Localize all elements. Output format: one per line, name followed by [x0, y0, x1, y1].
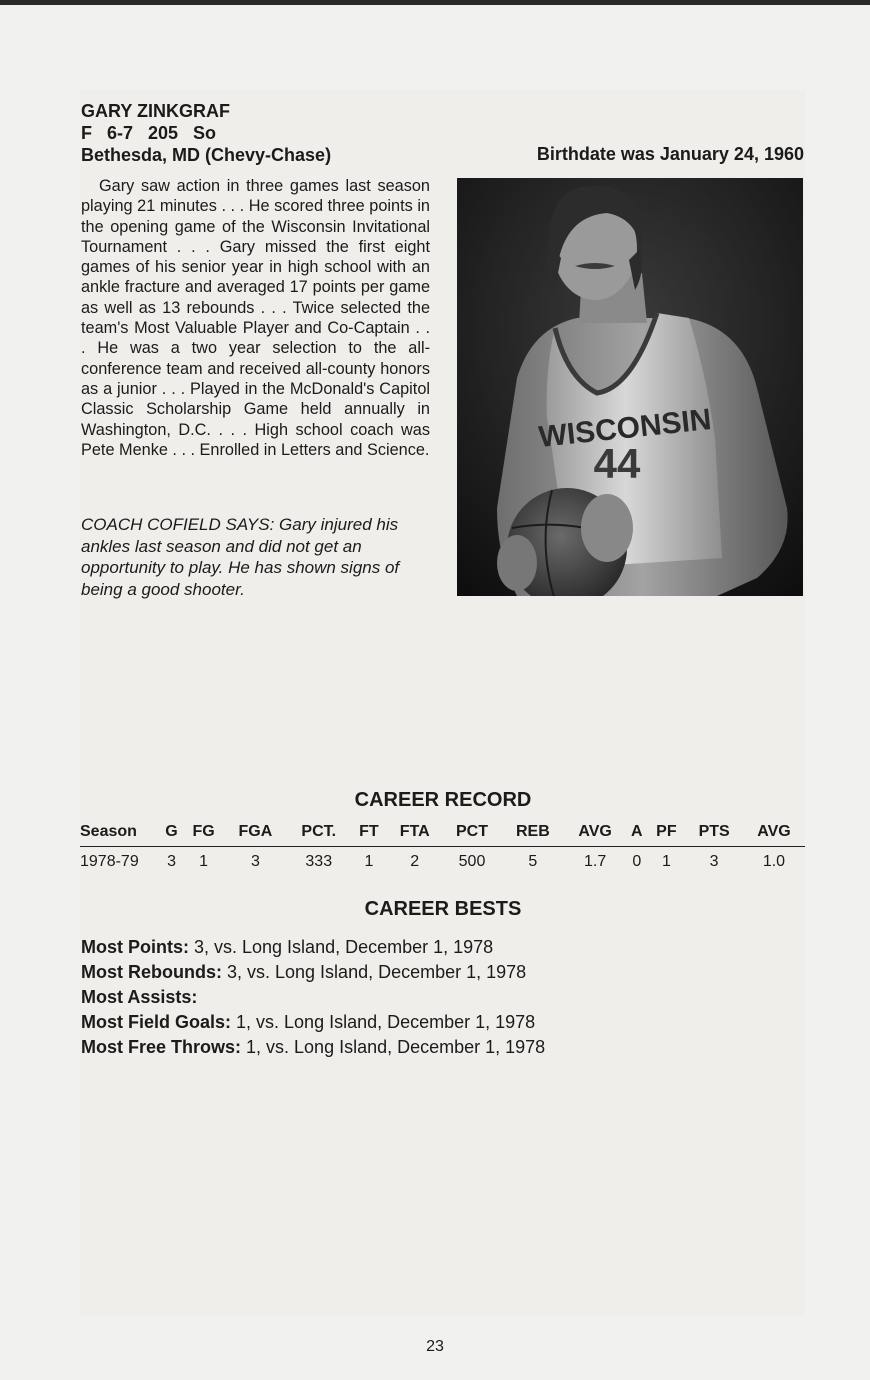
col-fta: FTA — [387, 821, 442, 847]
col-fga: FGA — [224, 821, 287, 847]
list-item — [81, 985, 806, 1010]
col-pf: PF — [647, 821, 685, 847]
cell-a: 0 — [632, 853, 642, 870]
coach-quote: COACH COFIELD SAYS: Gary injured his ankles last season and did not get an opportunity to play. He has shown signs of being a good shooter. — [81, 515, 400, 599]
best-value: 3, vs. Long Island, December 1, 1978 — [189, 937, 494, 957]
cell-reb: 5 — [528, 853, 538, 870]
career-record-table — [80, 821, 805, 871]
col-season: Season — [80, 821, 160, 847]
col-reb-avg: AVG — [564, 821, 626, 847]
table-header-row — [80, 821, 805, 847]
col-fg: FG — [183, 821, 224, 847]
best-label: Most Free Throws: — [81, 1037, 242, 1057]
col-pts: PTS — [685, 821, 743, 847]
best-label: Most Assists: — [81, 987, 198, 1007]
list-item — [81, 1010, 806, 1035]
best-value: 1, vs. Long Island, December 1, 1978 — [231, 1012, 536, 1032]
cell-ft: 1 — [364, 853, 374, 870]
jersey-lettering: WISCONSIN — [537, 403, 713, 454]
col-pct: PCT. — [287, 821, 351, 847]
list-item — [81, 960, 806, 985]
jersey-number: 44 — [593, 440, 641, 487]
cell-pts: 3 — [709, 853, 719, 870]
cell-ft-pct: 500 — [458, 853, 486, 870]
col-g: G — [160, 821, 183, 847]
player-birthdate: Birthdate was January 24, 1960 — [536, 144, 804, 164]
cell-pts-avg: 1.0 — [762, 853, 786, 870]
player-stats-line: F 6-7 205 So — [81, 123, 217, 143]
best-value: 1, vs. Long Island, December 1, 1978 — [241, 1037, 546, 1057]
col-a: A — [626, 821, 647, 847]
page-number: 23 — [426, 1338, 444, 1355]
career-bests-list — [81, 935, 806, 1060]
cell-g: 3 — [167, 853, 176, 870]
col-reb: REB — [502, 821, 565, 847]
list-item — [81, 935, 806, 960]
cell-fg: 1 — [199, 853, 209, 870]
cell-pct: 333 — [305, 853, 333, 870]
list-item — [81, 1035, 806, 1060]
cell-pf: 1 — [661, 853, 671, 870]
cell-fga: 3 — [250, 853, 260, 870]
best-label: Most Field Goals: — [81, 1012, 232, 1032]
player-name: GARY ZINKGRAF — [81, 101, 231, 121]
best-value: 3, vs. Long Island, December 1, 1978 — [222, 962, 527, 982]
player-photo-illustration — [457, 178, 803, 596]
cell-fta: 2 — [410, 853, 420, 870]
cell-season: 1978-79 — [80, 853, 139, 870]
career-bests-title: CAREER BESTS — [364, 898, 522, 920]
best-label: Most Rebounds: — [81, 962, 222, 982]
col-ft-pct: PCT — [442, 821, 501, 847]
cell-reb-avg: 1.7 — [583, 853, 607, 870]
col-ft: FT — [351, 821, 387, 847]
col-pts-avg: AVG — [743, 821, 805, 847]
player-hometown: Bethesda, MD (Chevy-Chase) — [81, 145, 332, 165]
career-record-title: CAREER RECORD — [354, 789, 532, 811]
player-bio: Gary saw action in three games last season playing 21 minutes . . . He scored three points in the opening game of the Wisconsin Invitational Tournament . . . Gary missed the first eight games of his senior year in high school with an ankle fracture and averaged 17 points per game as well as 13 rebounds . . . Twice selected the team's Most Valuable Player and Co-Captain . . . He was a two year selection to the all-conference team and received all-county honors as a junior . . . Played in the McDonald's Capitol Classic Scholarship Game held annually in Washington, D.C. . . . High school coach was Pete Menke . . . Enrolled in Letters and Science. — [81, 177, 430, 459]
player-photo — [457, 178, 803, 596]
table-row — [80, 847, 805, 872]
top-border — [0, 0, 870, 5]
best-label: Most Points: — [81, 937, 189, 957]
